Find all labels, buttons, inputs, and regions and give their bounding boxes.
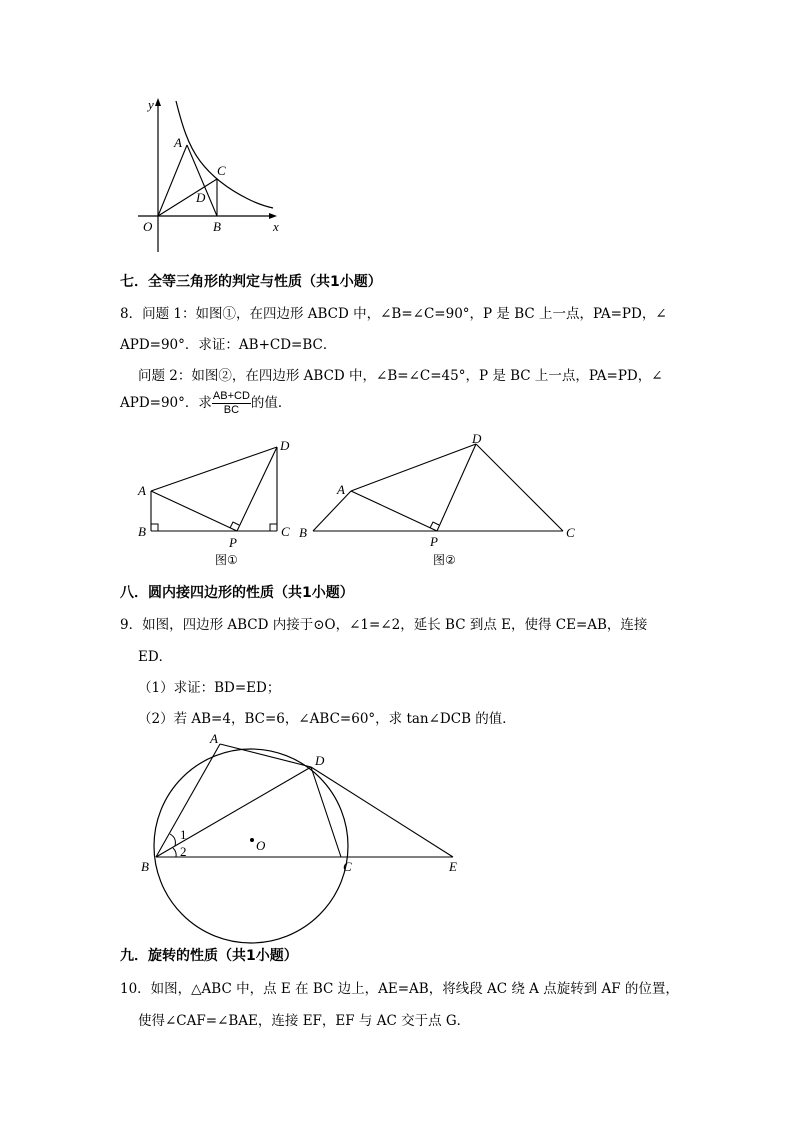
- right-angle-P: [430, 522, 439, 528]
- figure-1-quadrilateral: [135, 435, 305, 570]
- q9-part-2: （2）若 AB=4，BC=6，∠ABC=60°，求 tan∠DCB 的值．: [138, 711, 516, 727]
- segment-DE: [311, 767, 453, 857]
- q8-line-2: APD=90°．求证：AB+CD=BC．: [120, 337, 337, 353]
- label-C: C: [566, 525, 575, 540]
- segment-AB: [187, 145, 217, 216]
- segment-DC: [476, 444, 563, 531]
- q9-line-2: ED．: [138, 649, 173, 665]
- q9-part-1: （1）求证：BD=ED；: [138, 680, 281, 696]
- segment-OC: [158, 179, 217, 216]
- label-D: D: [196, 190, 206, 205]
- segment-DA: [151, 447, 277, 491]
- center-point-O: [250, 838, 254, 842]
- right-angle-B: [151, 524, 158, 531]
- caption-figure-1: 图①: [215, 553, 238, 567]
- section-title-9: 九．旋转的性质（共1小题）: [120, 948, 298, 964]
- figure-2-quadrilateral: [295, 430, 595, 570]
- q9-line-1: 9．如图，四边形 ABCD 内接于⊙O，∠1=∠2，延长 BC 到点 E，使得 CE=AB，连接: [120, 617, 648, 633]
- label-A: A: [210, 731, 218, 746]
- label-A: A: [138, 483, 146, 498]
- label-x: x: [273, 219, 279, 234]
- fraction: [212, 390, 251, 417]
- label-D: D: [315, 753, 325, 768]
- right-angle-C: [270, 524, 277, 531]
- label-B: B: [299, 525, 307, 540]
- label-O: O: [143, 219, 153, 234]
- label-P: P: [229, 535, 237, 550]
- y-axis-arrow: [155, 98, 161, 106]
- q8-line-3: 问题 2：如图②，在四边形 ABCD 中，∠B=∠C=45°，P 是 BC 上一点，PA=PD，∠: [138, 368, 663, 384]
- label-C: C: [281, 524, 290, 539]
- q8-line-4-prefix: APD=90°．求: [120, 395, 212, 411]
- label-E: E: [449, 859, 457, 874]
- label-B: B: [141, 859, 149, 874]
- q8-line-4: [120, 390, 291, 417]
- label-A: A: [174, 135, 182, 150]
- segment-OA: [158, 145, 187, 216]
- label-P: P: [430, 534, 438, 549]
- section-title-7: 七．全等三角形的判定与性质（共1小题）: [120, 274, 382, 290]
- segment-PD: [237, 447, 277, 531]
- segment-AD: [220, 744, 311, 767]
- figure-3-cyclic-quadrilateral: [135, 730, 465, 940]
- fraction-denominator: BC: [223, 404, 240, 416]
- angle-arc-1: [170, 834, 175, 846]
- q8-line-4-suffix: 的值．: [250, 395, 292, 411]
- label-angle-1: 1: [180, 827, 187, 842]
- segment-AP: [351, 491, 437, 531]
- label-angle-2: 2: [180, 844, 187, 859]
- segment-DC: [311, 767, 341, 857]
- angle-arc-2: [173, 848, 176, 857]
- fraction-numerator: AB+CD: [212, 390, 250, 402]
- label-B: B: [138, 524, 146, 539]
- label-B: B: [213, 219, 221, 234]
- q10-line-1: 10．如图，△ABC 中，点 E 在 BC 边上，AE=AB，将线段 AC 绕 A 点旋转到 AF 的位置，: [120, 981, 679, 997]
- q10-line-2: 使得∠CAF=∠BAE，连接 EF，EF 与 AC 交于点 G．: [138, 1013, 471, 1029]
- q8-line-1: 8．问题 1：如图①，在四边形 ABCD 中，∠B=∠C=90°，P 是 BC 上一点，PA=PD，∠: [120, 306, 667, 322]
- segment-AP: [151, 491, 237, 531]
- label-y: y: [148, 97, 154, 112]
- label-A: A: [337, 482, 345, 497]
- right-angle-P: [230, 522, 239, 528]
- figure-coordinate-hyperbola: [130, 95, 300, 260]
- label-D: D: [280, 438, 290, 453]
- caption-figure-2: 图②: [433, 553, 456, 567]
- label-D: D: [472, 431, 482, 446]
- section-title-8: 八．圆内接四边形的性质（共1小题）: [120, 585, 354, 601]
- segment-AD: [351, 444, 476, 491]
- label-O: O: [256, 838, 266, 853]
- label-C: C: [217, 163, 226, 178]
- label-C: C: [343, 859, 352, 874]
- segment-BA: [313, 491, 351, 531]
